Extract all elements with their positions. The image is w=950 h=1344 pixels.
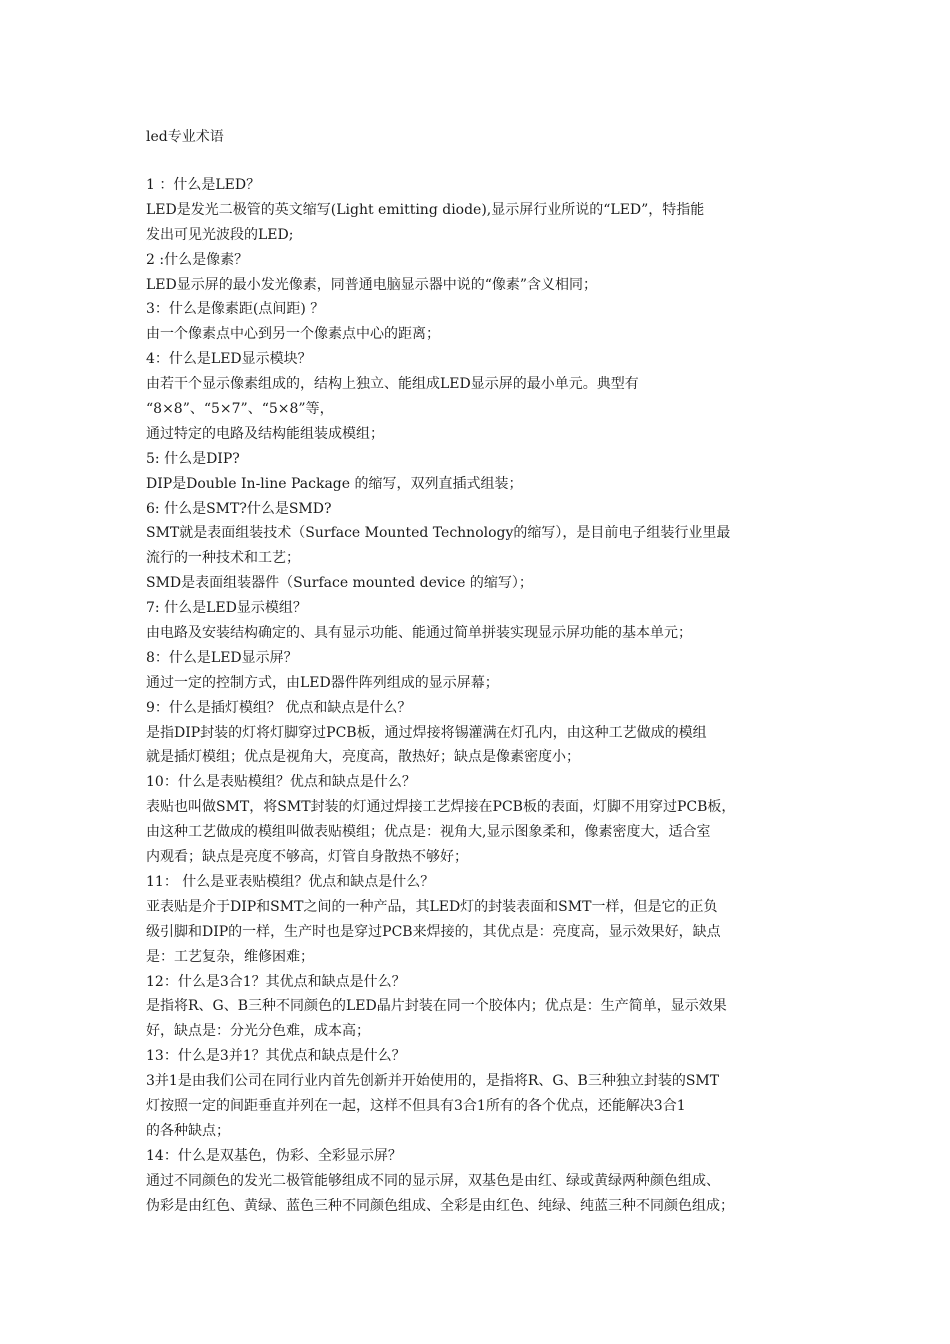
text-line: 亚表贴是介于DIP和SMT之间的一种产品，其LED灯的封装表面和SMT一样，但是它的正负: [146, 898, 718, 915]
text-line: 7: 什么是LED显示模组？: [146, 600, 307, 617]
text-line: 6: 什么是SMT?什么是SMD?: [146, 500, 332, 517]
text-line: 由若干个显示像素组成的，结构上独立、能组成LED显示屏的最小单元。典型有: [146, 376, 639, 393]
text-line: 通过不同颜色的发光二极管能够组成不同的显示屏，双基色是由红、绿或黄绿两种颜色组成、: [146, 1172, 720, 1189]
text-line: 灯按照一定的间距垂直并列在一起，这样不但具有3合1所有的各个优点，还能解决3合1: [146, 1097, 686, 1114]
text-line: 级引脚和DIP的一样，生产时也是穿过PCB来焊接的，其优点是：亮度高，显示效果好，缺点: [146, 923, 721, 940]
text-line: 是指将R、G、B三种不同颜色的LED晶片封装在同一个胶体内；优点是：生产简单，显示效果: [146, 998, 727, 1015]
text-line: 10：什么是表贴模组？优点和缺点是什么？: [146, 774, 416, 791]
text-line: 是：工艺复杂，维修困难；: [146, 948, 314, 965]
text-line: 12：什么是3合1？其优点和缺点是什么？: [146, 973, 406, 990]
text-line: 3：什么是像素距(点间距) ？: [146, 301, 325, 318]
text-line: 由一个像素点中心到另一个像素点中心的距离；: [146, 326, 440, 343]
text-line: 表贴也叫做SMT，将SMT封装的灯通过焊接工艺焊接在PCB板的表面，灯脚不用穿过PCB板，: [146, 799, 736, 816]
text-line: 5: 什么是DIP?: [146, 450, 240, 467]
text-line: 由电路及安装结构确定的、具有显示功能、能通过简单拼装实现显示屏功能的基本单元；: [146, 625, 692, 642]
text-line: LED显示屏的最小发光像素，同普通电脑显示器中说的“像素”含义相同；: [146, 276, 598, 293]
text-line: 发出可见光波段的LED;: [146, 226, 294, 243]
text-line: 11： 什么是亚表贴模组？优点和缺点是什么？: [146, 873, 435, 890]
text-line: 内观看；缺点是亮度不够高，灯管自身散热不够好；: [146, 849, 468, 866]
text-line: 的各种缺点；: [146, 1122, 230, 1139]
text-line: 好，缺点是：分光分色难，成本高；: [146, 1023, 370, 1040]
text-line: 由这种工艺做成的模组叫做表贴模组；优点是：视角大,显示图象柔和，像素密度大，适合室: [146, 824, 711, 841]
text-line: 就是插灯模组；优点是视角大，亮度高，散热好；缺点是像素密度小；: [146, 749, 580, 766]
text-line: 流行的一种技术和工艺；: [146, 550, 300, 567]
text-line: 14：什么是双基色，伪彩、全彩显示屏？: [146, 1147, 402, 1164]
text-line: 通过特定的电路及结构能组装成模组；: [146, 425, 384, 442]
document-body: [146, 173, 816, 1218]
text-line: “8×8”、“5×7”、“5×8”等，: [146, 401, 334, 418]
text-line: 伪彩是由红色、黄绿、蓝色三种不同颜色组成、全彩是由红色、纯绿、纯蓝三种不同颜色组成；: [146, 1197, 734, 1214]
text-line: LED是发光二极管的英文缩写(Light emitting diode),显示屏行业所说的“LED”，特指能: [146, 201, 705, 218]
text-line: 是指DIP封装的灯将灯脚穿过PCB板，通过焊接将锡灌满在灯孔内，由这种工艺做成的模组: [146, 724, 707, 741]
text-line: 8：什么是LED显示屏？: [146, 649, 298, 666]
text-line: SMT就是表面组装技术（Surface Mounted Technology的缩写），是目前电子组装行业里最: [146, 525, 731, 542]
text-line: 1 ：什么是LED？: [146, 177, 261, 193]
document-title: led专业术语: [146, 129, 224, 145]
text-line: 13：什么是3并1？其优点和缺点是什么？: [146, 1048, 406, 1065]
text-line: 3并1是由我们公司在同行业内首先创新并开始使用的，是指将R、G、B三种独立封装的SMT: [146, 1073, 720, 1090]
text-line: 9：什么是插灯模组？ 优点和缺点是什么？: [146, 699, 412, 716]
text-line: SMD是表面组装器件（Surface mounted device 的缩写）；: [146, 575, 533, 592]
text-line: DIP是Double In-line Package 的缩写，双列直插式组装；: [146, 475, 523, 492]
text-line: 通过一定的控制方式，由LED器件阵列组成的显示屏幕；: [146, 674, 499, 691]
text-line: 4：什么是LED显示模块？: [146, 351, 312, 368]
text-line: 2 :什么是像素？: [146, 251, 249, 268]
